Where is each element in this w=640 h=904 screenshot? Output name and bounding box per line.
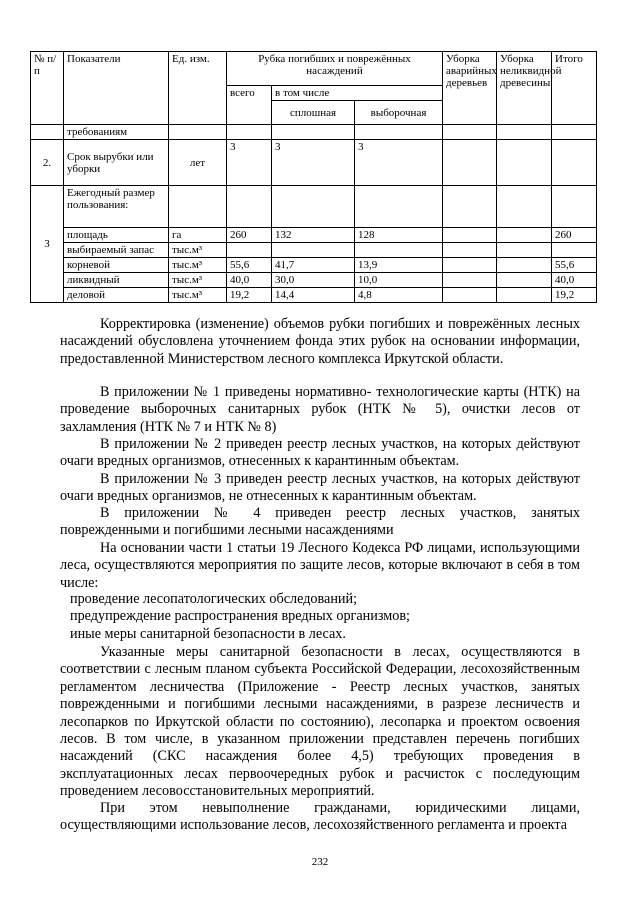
table-row: 3 Ежегодный размер пользования: [31, 186, 597, 228]
table-row: выбираемый запас тыс.м³ [31, 243, 597, 258]
header-cleanup-emergency: Уборка аварийных деревьев [443, 52, 497, 125]
table-row: 2. Срок вырубки или уборки лет 3 3 3 [31, 140, 597, 186]
paragraph-non-compliance: При этом невыполнение гражданами, юридическими лицами, осуществляющими использование лесов, лесохозяйственного регламента и проекта [60, 800, 580, 834]
table-row: ликвидный тыс.м³ 40,0 30,0 10,0 40,0 [31, 273, 597, 288]
list-item: иные меры санитарной безопасности в лесах. [70, 626, 346, 642]
paragraph-correction: Корректировка (изменение) объемов рубки погибших и поврежённых лесных насаждений обусловлена уточнением фонда этих рубок на основании информации, предоставленной Министерством лесного комплекса Иркутской области. [60, 316, 580, 367]
header-num: № п/п [31, 52, 64, 125]
header-total: Итого [552, 52, 597, 125]
page-number: 232 [311, 856, 329, 868]
felling-table [30, 51, 597, 303]
table-row: площадь га 260 132 128 260 [31, 228, 597, 243]
header-selective: выборочная [355, 101, 443, 125]
header-cleanup-illiquid: Уборка неликвидной древесины [497, 52, 552, 125]
header-all: всего [227, 86, 272, 125]
table-row: корневой тыс.м³ 55,6 41,7 13,9 55,6 [31, 258, 597, 273]
paragraph-appendix-4: В приложении № 4 приведен реестр лесных участков, занятых поврежденными и погибшими лесными насаждениями [60, 505, 580, 539]
header-felling: Рубка погибших и поврежённых насаждений [227, 52, 443, 86]
table-row [31, 125, 597, 140]
paragraph-appendix-3: В приложении № 3 приведен реестр лесных участков, на которых действуют очаги вредных организмов, не отнесенных к карантинным объектам. [60, 471, 580, 505]
header-unit: Ед. изм. [169, 52, 227, 125]
paragraph-sanitary-measures: Указанные меры санитарной безопасности в лесах, осуществляются в соответствии с лесным планом субъекта Российской Федерации, лесохозяйственным регламентом лесничества (Приложение - Реестр лесных участков, занятых поврежденными и погибшими лесными насаждениями, в разрезе лесничеств и лесопарков по Иркутской области по состоянию), лесопарка и проектом освоения лесов. В том числе, в указанном приложении представлен перечень погибших насаждений (СКС насаждения более 4,5) требующих проведения в эксплуатационных лесах первоочередных рубок и расчисток с последующим проведением лесовосстановительных мероприятий. [60, 644, 580, 800]
table-row: деловой тыс.м³ 19,2 14,4 4,8 19,2 [31, 288, 597, 303]
header-including: в том числе [272, 86, 443, 101]
header-indicators: Показатели [64, 52, 169, 125]
paragraph-appendix-1: В приложении № 1 приведены нормативно- технологические карты (НТК) на проведение выборочных санитарных рубок (НТК № 5), очистки лесов от захламления (НТК № 7 и НТК № 8) [60, 384, 580, 435]
header-clear: сплошная [272, 101, 355, 125]
paragraph-appendix-2: В приложении № 2 приведен реестр лесных участков, на которых действуют очаги вредных организмов, отнесенных к карантинным объектам. [60, 436, 580, 470]
list-item: предупреждение распространения вредных организмов; [70, 608, 410, 624]
row-cont-label: требованиям [64, 125, 169, 140]
list-item: проведение лесопатологических обследований; [70, 591, 358, 607]
paragraph-forest-code: На основании части 1 статьи 19 Лесного Кодекса РФ лицами, использующими леса, осуществляются мероприятия по защите лесов, которые включают в себя в том числе: [60, 540, 580, 591]
